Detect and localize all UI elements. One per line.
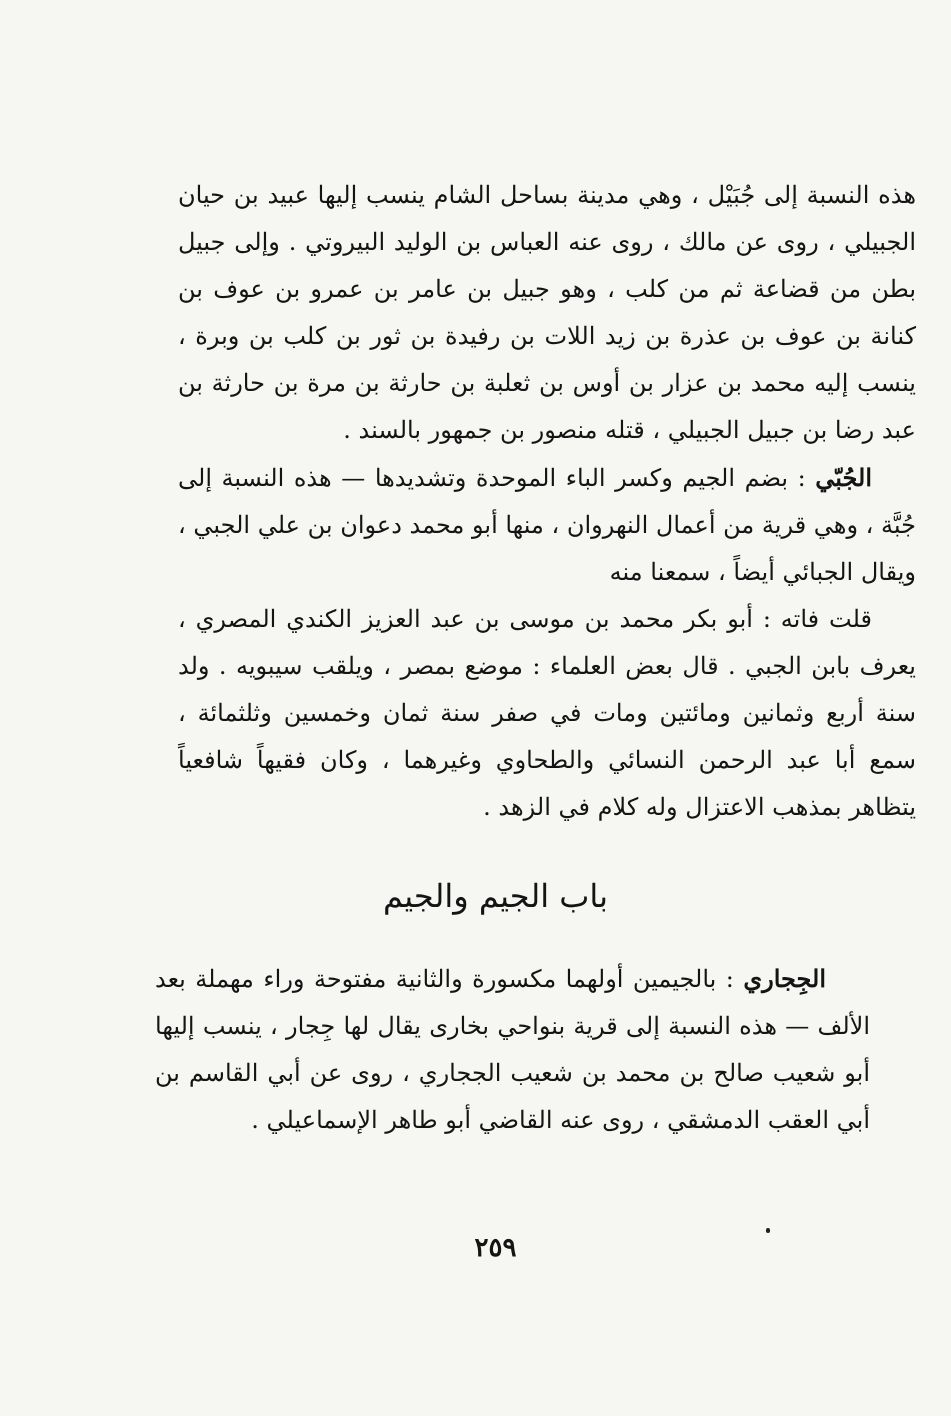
entry-body: : بضم الجيم وكسر الباء الموحدة وتشديدها — هذه النسبة إلى جُبَّة ، وهي قرية من أعمال النهروان ، منها أبو محمد دعوان بن علي الجبي ، ويقال الجبائي أيضاً ، سمعنا منه (178, 464, 916, 586)
paragraph-jubayl: هذه النسبة إلى جُبَيْل ، وهي مدينة بساحل الشام ينسب إليها عبيد بن حيان الجبيلي ، روى عن مالك ، روى عنه العباس بن الوليد البيروتي . وإلى جبيل بطن من قضاعة ثم من كلب ، وهو جبيل بن عامر بن عمرو بن عوف بن كنانة بن عوف بن عذرة بن زيد اللات بن رفيدة بن ثور بن كلب بن وبرة ، ينسب إليه محمد بن عزار بن أوس بن ثعلبة بن حارثة بن مرة بن حارثة بن عبد رضا بن جبيل الجبيلي ، قتله منصور بن جمهور بالسند . (178, 181, 917, 444)
paragraph-addendum: قلت فاته : أبو بكر محمد بن موسى بن عبد العزيز الكندي المصري ، يعرف بابن الجبي . قال بعض العلماء : موضع بمصر ، ويلقب سيبويه . ولد سنة أربع وثمانين ومائتين ومات في صفر سنة ثمان وخمسين وثلثمائة ، سمع أبا عبد الرحمن النسائي والطحاوي وغيرهما ، وكان فقيهاً شافعياً يتظاهر بمذهب الاعتزال وله كلام في الزهد . (178, 605, 916, 821)
main-text-block (178, 172, 916, 831)
page-number: ٢٥٩ (474, 1233, 517, 1263)
paragraph-al-jubbi (178, 454, 916, 596)
entry-body: : بالجيمين أولهما مكسورة والثانية مفتوحة وراء مهملة بعد الألف — هذه النسبة إلى قرية بنواحي بخارى يقال لها جِجار ، ينسب إليها أبو شعيب صالح بن محمد بن شعيب الججاري ، روى عن أبي القاسم بن أبي العقب الدمشقي ، روى عنه القاضي أبو طاهر الإسماعيلي . (155, 965, 871, 1134)
section-text-block (155, 955, 870, 1144)
section-title: باب الجيم والجيم (382, 877, 609, 915)
paragraph-al-jijari (155, 955, 870, 1144)
entry-heading: الجِجاري (743, 964, 826, 993)
ink-speck (766, 1228, 770, 1233)
entry-heading: الجُبّي (815, 463, 872, 492)
